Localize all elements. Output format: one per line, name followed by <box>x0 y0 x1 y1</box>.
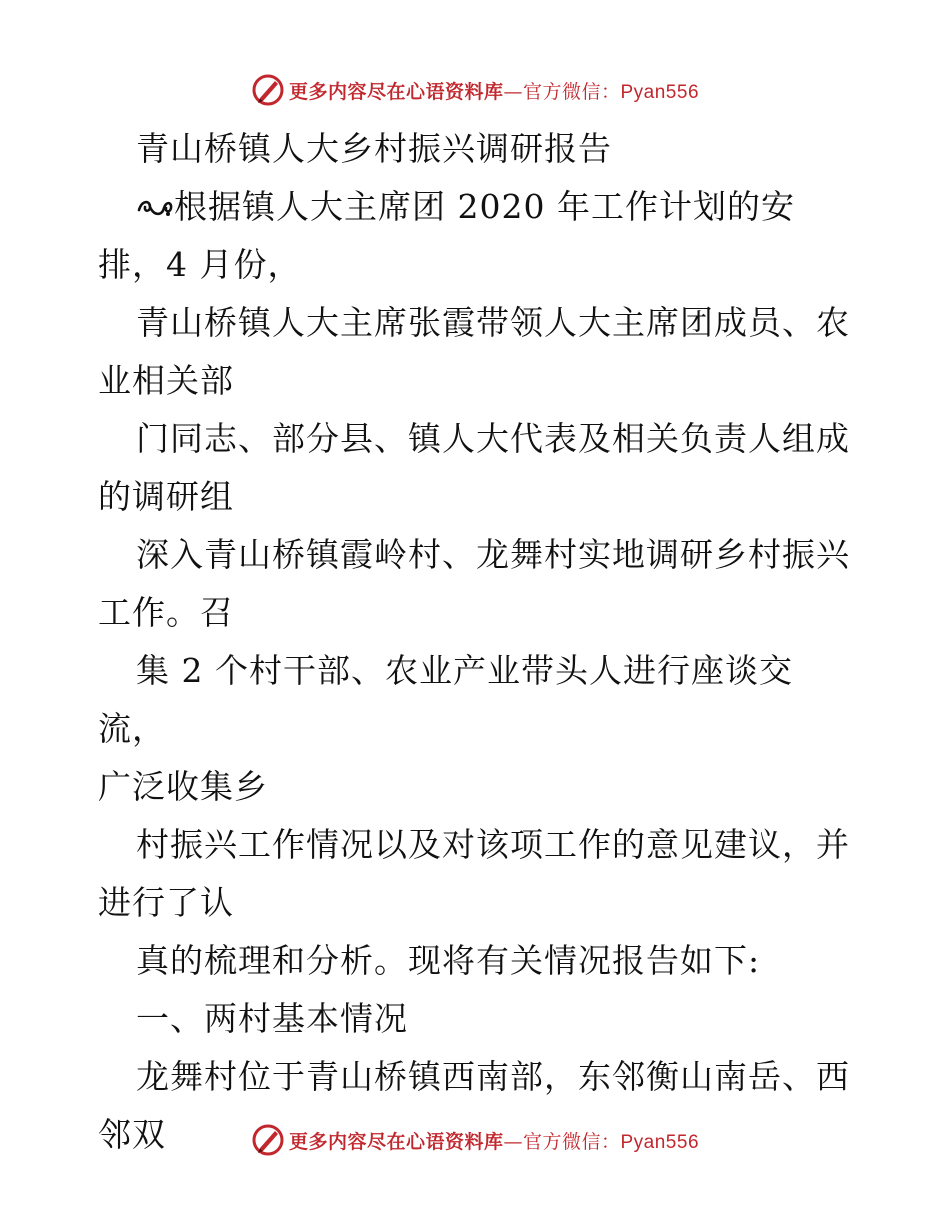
watermark-dash: — <box>503 1130 523 1153</box>
section-heading-1: 一、两村基本情况 <box>136 999 408 1038</box>
paragraph-6: 村振兴工作情况以及对该项工作的意见建议，并 <box>136 825 850 864</box>
watermark-label: 官方微信： <box>522 1130 621 1153</box>
paragraph-1-first: 根据镇人大主席团 2020 年工作计划的安 <box>174 187 795 226</box>
watermark-text <box>289 1127 699 1154</box>
paragraph-7: 真的梳理和分析。现将有关情况报告如下: <box>136 941 761 980</box>
watermark-id: Pyan556 <box>620 1131 700 1153</box>
header-watermark <box>0 70 950 110</box>
paragraph-6-continuation: 进行了认 <box>98 883 234 922</box>
paragraph-3-continuation: 的调研组 <box>98 477 234 516</box>
watermark-text <box>289 77 699 104</box>
watermark-main: 更多内容尽在心语资料库 <box>288 1130 504 1153</box>
paragraph-2: 青山桥镇人大主席张霞带领人大主席团成员、农 <box>136 303 850 342</box>
swirl-ornament-icon <box>136 194 174 220</box>
paragraph-8: 龙舞村位于青山桥镇西南部，东邻衡山南岳、西 <box>136 1057 850 1096</box>
watermark-main: 更多内容尽在心语资料库 <box>288 80 504 103</box>
paragraph-5-continuation: 广泛收集乡 <box>98 767 268 806</box>
pen-seal-logo-icon <box>251 73 285 107</box>
footer-watermark <box>0 1120 950 1160</box>
watermark-dash: — <box>503 80 523 103</box>
paragraph-1 <box>98 178 858 236</box>
watermark-label: 官方微信： <box>522 80 621 103</box>
paragraph-5: 集 2 个村干部、农业产业带头人进行座谈交流， <box>98 651 793 748</box>
document-body <box>98 120 858 1164</box>
paragraph-4-continuation: 工作。召 <box>98 593 234 632</box>
paragraph-1-continuation: 排，4 月份， <box>98 245 302 284</box>
paragraph-3: 门同志、部分县、镇人大代表及相关负责人组成 <box>136 419 850 458</box>
watermark-id: Pyan556 <box>620 81 700 103</box>
pen-seal-logo-icon <box>251 1123 285 1157</box>
paragraph-8-continuation: 邻双 <box>98 1115 166 1154</box>
paragraph-4: 深入青山桥镇霞岭村、龙舞村实地调研乡村振兴 <box>136 535 850 574</box>
paragraph-2-continuation: 业相关部 <box>98 361 234 400</box>
document-title: 青山桥镇人大乡村振兴调研报告 <box>136 129 612 168</box>
